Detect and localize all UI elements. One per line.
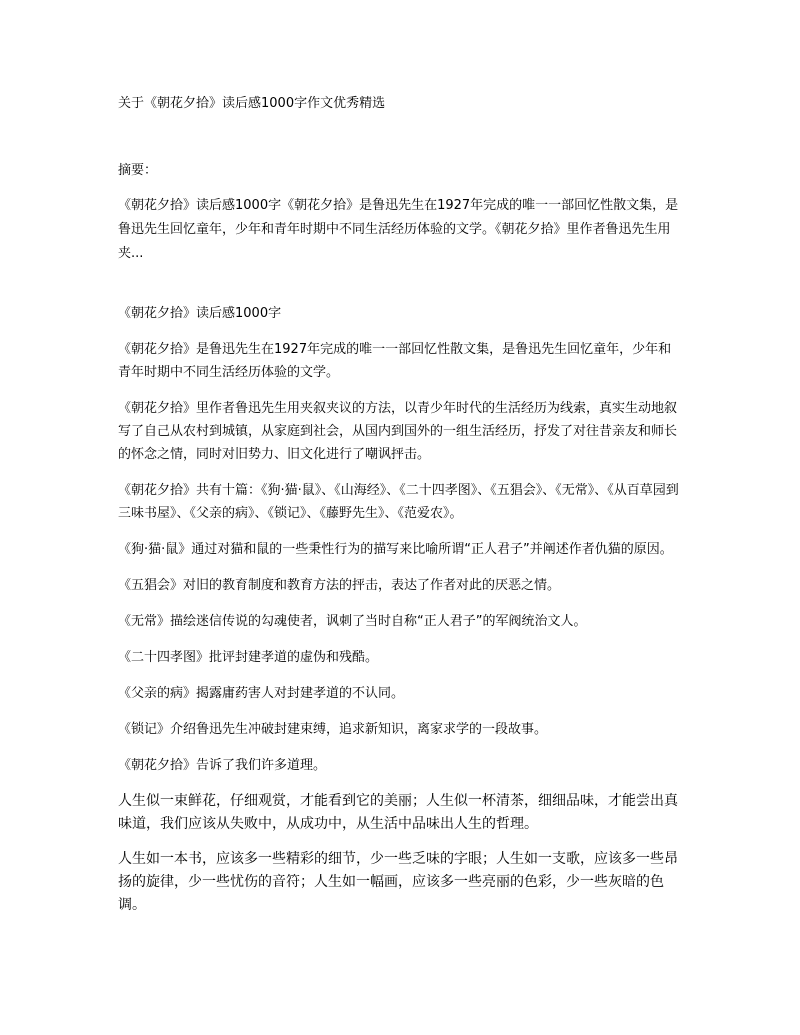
body-paragraph: 《朝花夕拾》里作者鲁迅先生用夹叙夹议的方法，以青少年时代的生活经历为线索，真实生动地叙写了自己从农村到城镇，从家庭到社会，从国内到国外的一组生活经历，抒发了对往昔亲友和师长的怀念之情，同时对旧势力、旧文化进行了嘲讽抨击。 (118, 401, 678, 462)
abstract-text: 《朝花夕拾》读后感1000字《朝花夕拾》是鲁迅先生在1927年完成的唯一一部回忆性散文集，是鲁迅先生回忆童年，少年和青年时期中不同生活经历体验的文学。《朝花夕拾》里作者鲁迅先生用夹... (118, 198, 679, 261)
body-paragraph: 《朝花夕拾》是鲁迅先生在1927年完成的唯一一部回忆性散文集，是鲁迅先生回忆童年，少年和青年时期中不同生活经历体验的文学。 (118, 342, 672, 380)
document-title: 关于《朝花夕拾》读后感1000字作文优秀精选 (118, 96, 386, 111)
body-paragraph: 《朝花夕拾》共有十篇：《狗·猫·鼠》、《山海经》、《二十四孝图》、《五猖会》、《无常》、《从百草园到三味书屋》、《父亲的病》、《锁记》、《藤野先生》、《范爱农》。 (118, 483, 679, 521)
body-paragraph: 《父亲的病》揭露庸药害人对封建孝道的不认同。 (118, 686, 405, 701)
body-paragraph: 《朝花夕拾》告诉了我们许多道理。 (118, 758, 327, 773)
body-paragraph: 《五猖会》对旧的教育制度和教育方法的抨击，表达了作者对此的厌恶之情。 (118, 578, 561, 593)
body-paragraph: 人生似一束鲜花，仔细观赏，才能看到它的美丽；人生似一杯清茶，细细品味，才能尝出真味道，我们应该从失败中，从成功中，从生活中品味出人生的哲理。 (118, 793, 678, 832)
body-paragraph: 《无常》描绘迷信传说的勾魂使者，讽刺了当时自称“正人君子”的军阀统治文人。 (118, 614, 587, 629)
document-body (118, 302, 684, 929)
abstract-label: 摘要： (118, 163, 158, 178)
body-paragraph: 《狗·猫·鼠》通过对猫和鼠的一些秉性行为的描写来比喻所谓“正人君子”并阐述作者仇猫的原因。 (118, 542, 673, 557)
body-paragraph: 人生如一本书，应该多一些精彩的细节，少一些乏味的字眼；人生如一支歌，应该多一些昂扬的旋律，少一些忧伤的音符；人生如一幅画，应该多一些亮丽的色彩，少一些灰暗的色调。 (118, 851, 678, 913)
body-paragraph: 《锁记》介绍鲁迅先生冲破封建束缚，追求新知识，离家求学的一段故事。 (118, 722, 548, 737)
body-paragraph: 《二十四孝图》批评封建孝道的虚伪和残酷。 (118, 650, 379, 665)
body-heading: 《朝花夕拾》读后感1000字 (118, 306, 282, 321)
